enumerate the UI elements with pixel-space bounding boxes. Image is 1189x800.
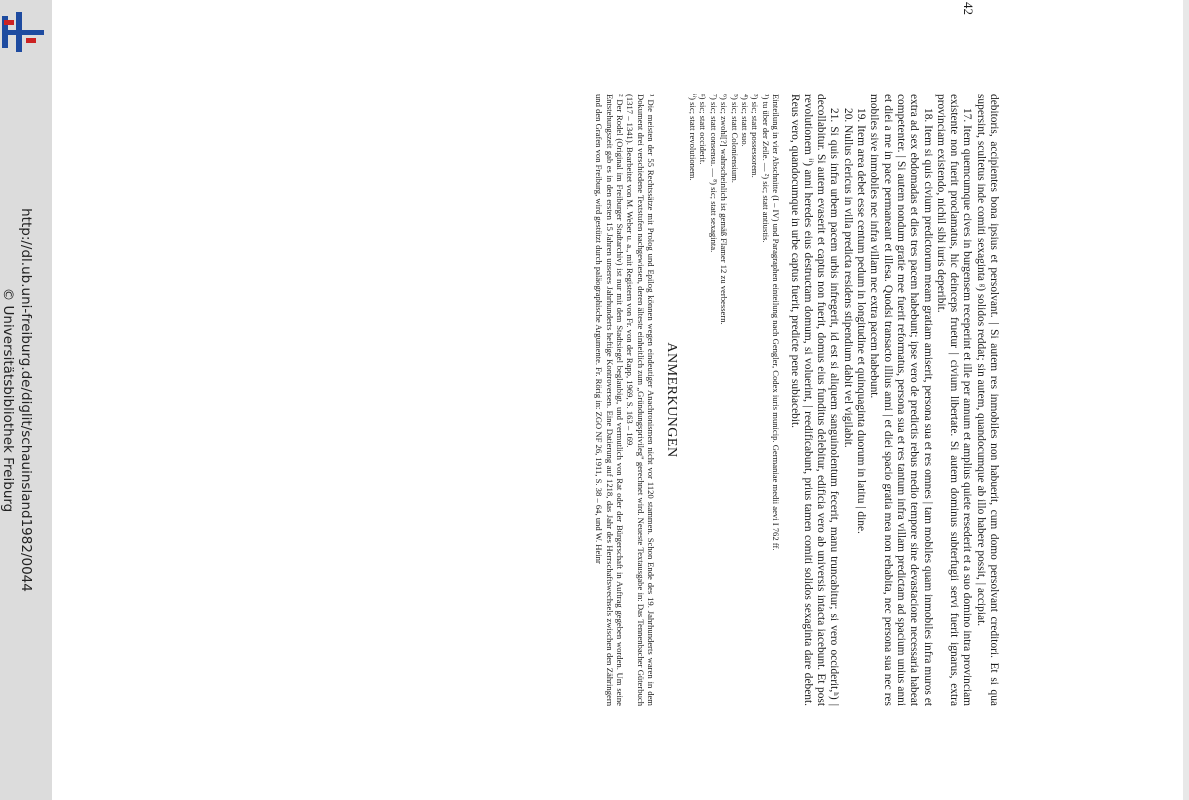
paragraph-21: 21. Si quis infra urbem pacem urbis infregerit, id est si aliquem sanguinolentum fecerit, manu truncabitur; si vero occiderit,ʰ) | decollabitur. Si autem evaserit et captus non fuerit, domus eius funditus delebitur, edificia vero ab universis intacta iacebunt. Et post revolutionem ⁱⁱ) anni heredes eius destructam domum, si voluerint, | reedificabunt, prius tamen comiti solidos sexaginta dare debent. Reus vero, quandocumque in urbe captus fuerit, predicte pene subiacebit. — [788, 94, 841, 706]
paragraph-18: 18. Item si quis civium predictorum meam gratiam amiserit, persona sua et res omnes | tam mobiles quam inmobiles infra muros et extra ad sex ebdomadas et dies tres pacem habebunt; ipse vero de predictis rebus medio tempore sine devastacione necessaria habeat competenter. | Si autem nondum gratie mee fuerit reformatus, persona sua et res tantum infra villam predictam ad spacium unius anni et diei a me in pace permaneant et illesa. Quodsi transacto illius anni | et diei spacio gratia mea non rehabita, nec persona sua nec res mobiles sive inmobiles nec infra villam nec extra pacem habebunt. — [868, 94, 934, 706]
footnote: ⁷) sic; statt consensu. — ⁸) sic; statt sexaginta. — [708, 94, 719, 253]
paragraph: debitoris, accipientes bona ipsius et persolvant. | Si autem res inmobiles non habuerit, cum domo persolvant creditori. Et si qua supersint, scultetus inde comiti sexaginta ᵍ) solidos reddat; sin autem, quandocumque ab illo habere possit, | accipiat. — [974, 94, 1000, 706]
annotations-heading: ANMERKUNGEN — [663, 342, 679, 458]
annotations — [594, 94, 656, 706]
footnote: ᵍ) sic; statt occiderit. — [698, 94, 709, 165]
vertical-scrollbar[interactable] — [1183, 0, 1189, 800]
footnote: ⁵) sic; statt Coloniensium. — [729, 94, 740, 183]
footnotes — [688, 94, 782, 706]
paragraph-20: 20. Nullus clericus in villa predicta residens stipendium dabit vel vigilabit. — [841, 108, 854, 448]
footnote: ¹) tu über der Zeile. — ²) sic; statt antiustis. — [760, 94, 771, 243]
editorial-note: Einteilung in vier Abschnitte (I – IV) und Paragraphen einteilung nach Gengler, Codex iuris municip. Germaniae medii aevi I 762 ff. — [771, 94, 782, 551]
footnote: ⁴) sic; statt suo. — [740, 94, 751, 147]
copyright-notice: © Universitätsbibliothek Freiburg — [0, 287, 16, 513]
page-content — [260, 2, 1000, 706]
scanned-page — [250, 0, 1000, 800]
apparatus-notes — [688, 94, 782, 706]
annotation: ¹ Die meisten der 55 Rechtssätze mit Prolog und Epilog können wegen eindeutiger Anachronismen nicht vor 1120 stammen. Schon Ende des 19. Jahrhunderts waren in dem Dokument drei verschiedene Textstufen nachgewiesen, deren älteste einheitlich zum „Gründungsprivileg" gerechnet wird. Neueste Textausgabe in: Das Tennenbacher Güterbuch (1317 – 1341). Bearbeitet von M. Weber u. a., mit Registern von Fr. von der Rapp, 1969, S. 163 – 169. — [625, 94, 657, 706]
document-url[interactable]: http://dl.ub.uni-freiburg.de/diglit/schauinsland1982/0044 — [18, 208, 34, 592]
footnote: ⁱⁱ) sic; statt revolutionem. — [688, 94, 698, 181]
paragraph-19: 19. Item area debet esse centum pedum in longitudine et quinquaginta duorum in latitu | dine. — [855, 108, 868, 534]
annotation: ² Der Rodel (Original im Freiburger Stadtarchiv) ist nur mit dem Stadtsiegel beglaubigt, und vermutlich von Rat oder der Bürgerschaft in Auftrag gegeben worden. Um seine Entstehungszeit gab es in den ersten 15 Jahren unseres Jahrhunderts heftige Kontroversen. Eine Datierung auf 1218, das Jahr des Herrschaftswechsels zwischen den Zähringern und den Grafen von Freiburg, wird gestützt durch paläographische Argumente. Fr. Rörig in: ZGO NF 26, 1911, S. 38 – 64, und W. Heinr — [594, 94, 626, 706]
viewer-sidebar — [0, 0, 52, 800]
footnote: ⁶) sic; zwohl[?] wahrscheinlich ist gemäß Flamer 12 zu verbessern. — [719, 94, 730, 325]
page-number: 42 — [961, 2, 976, 15]
footnote: ³) sic; statt possessorem. — [750, 94, 761, 178]
paragraph-17: 17. Item quemcumque cives in burgensem receperint et ille per annum et amplius quiete resederit et a suo domino intra provinciam existente non fuerit proclamatus, hic deinceps fruetur | civium libertate. Si autem dominus subterfugii servi fuerit ignarus, extra provinciam existendo, nichil sibi iuris deperibit. — [934, 94, 974, 706]
